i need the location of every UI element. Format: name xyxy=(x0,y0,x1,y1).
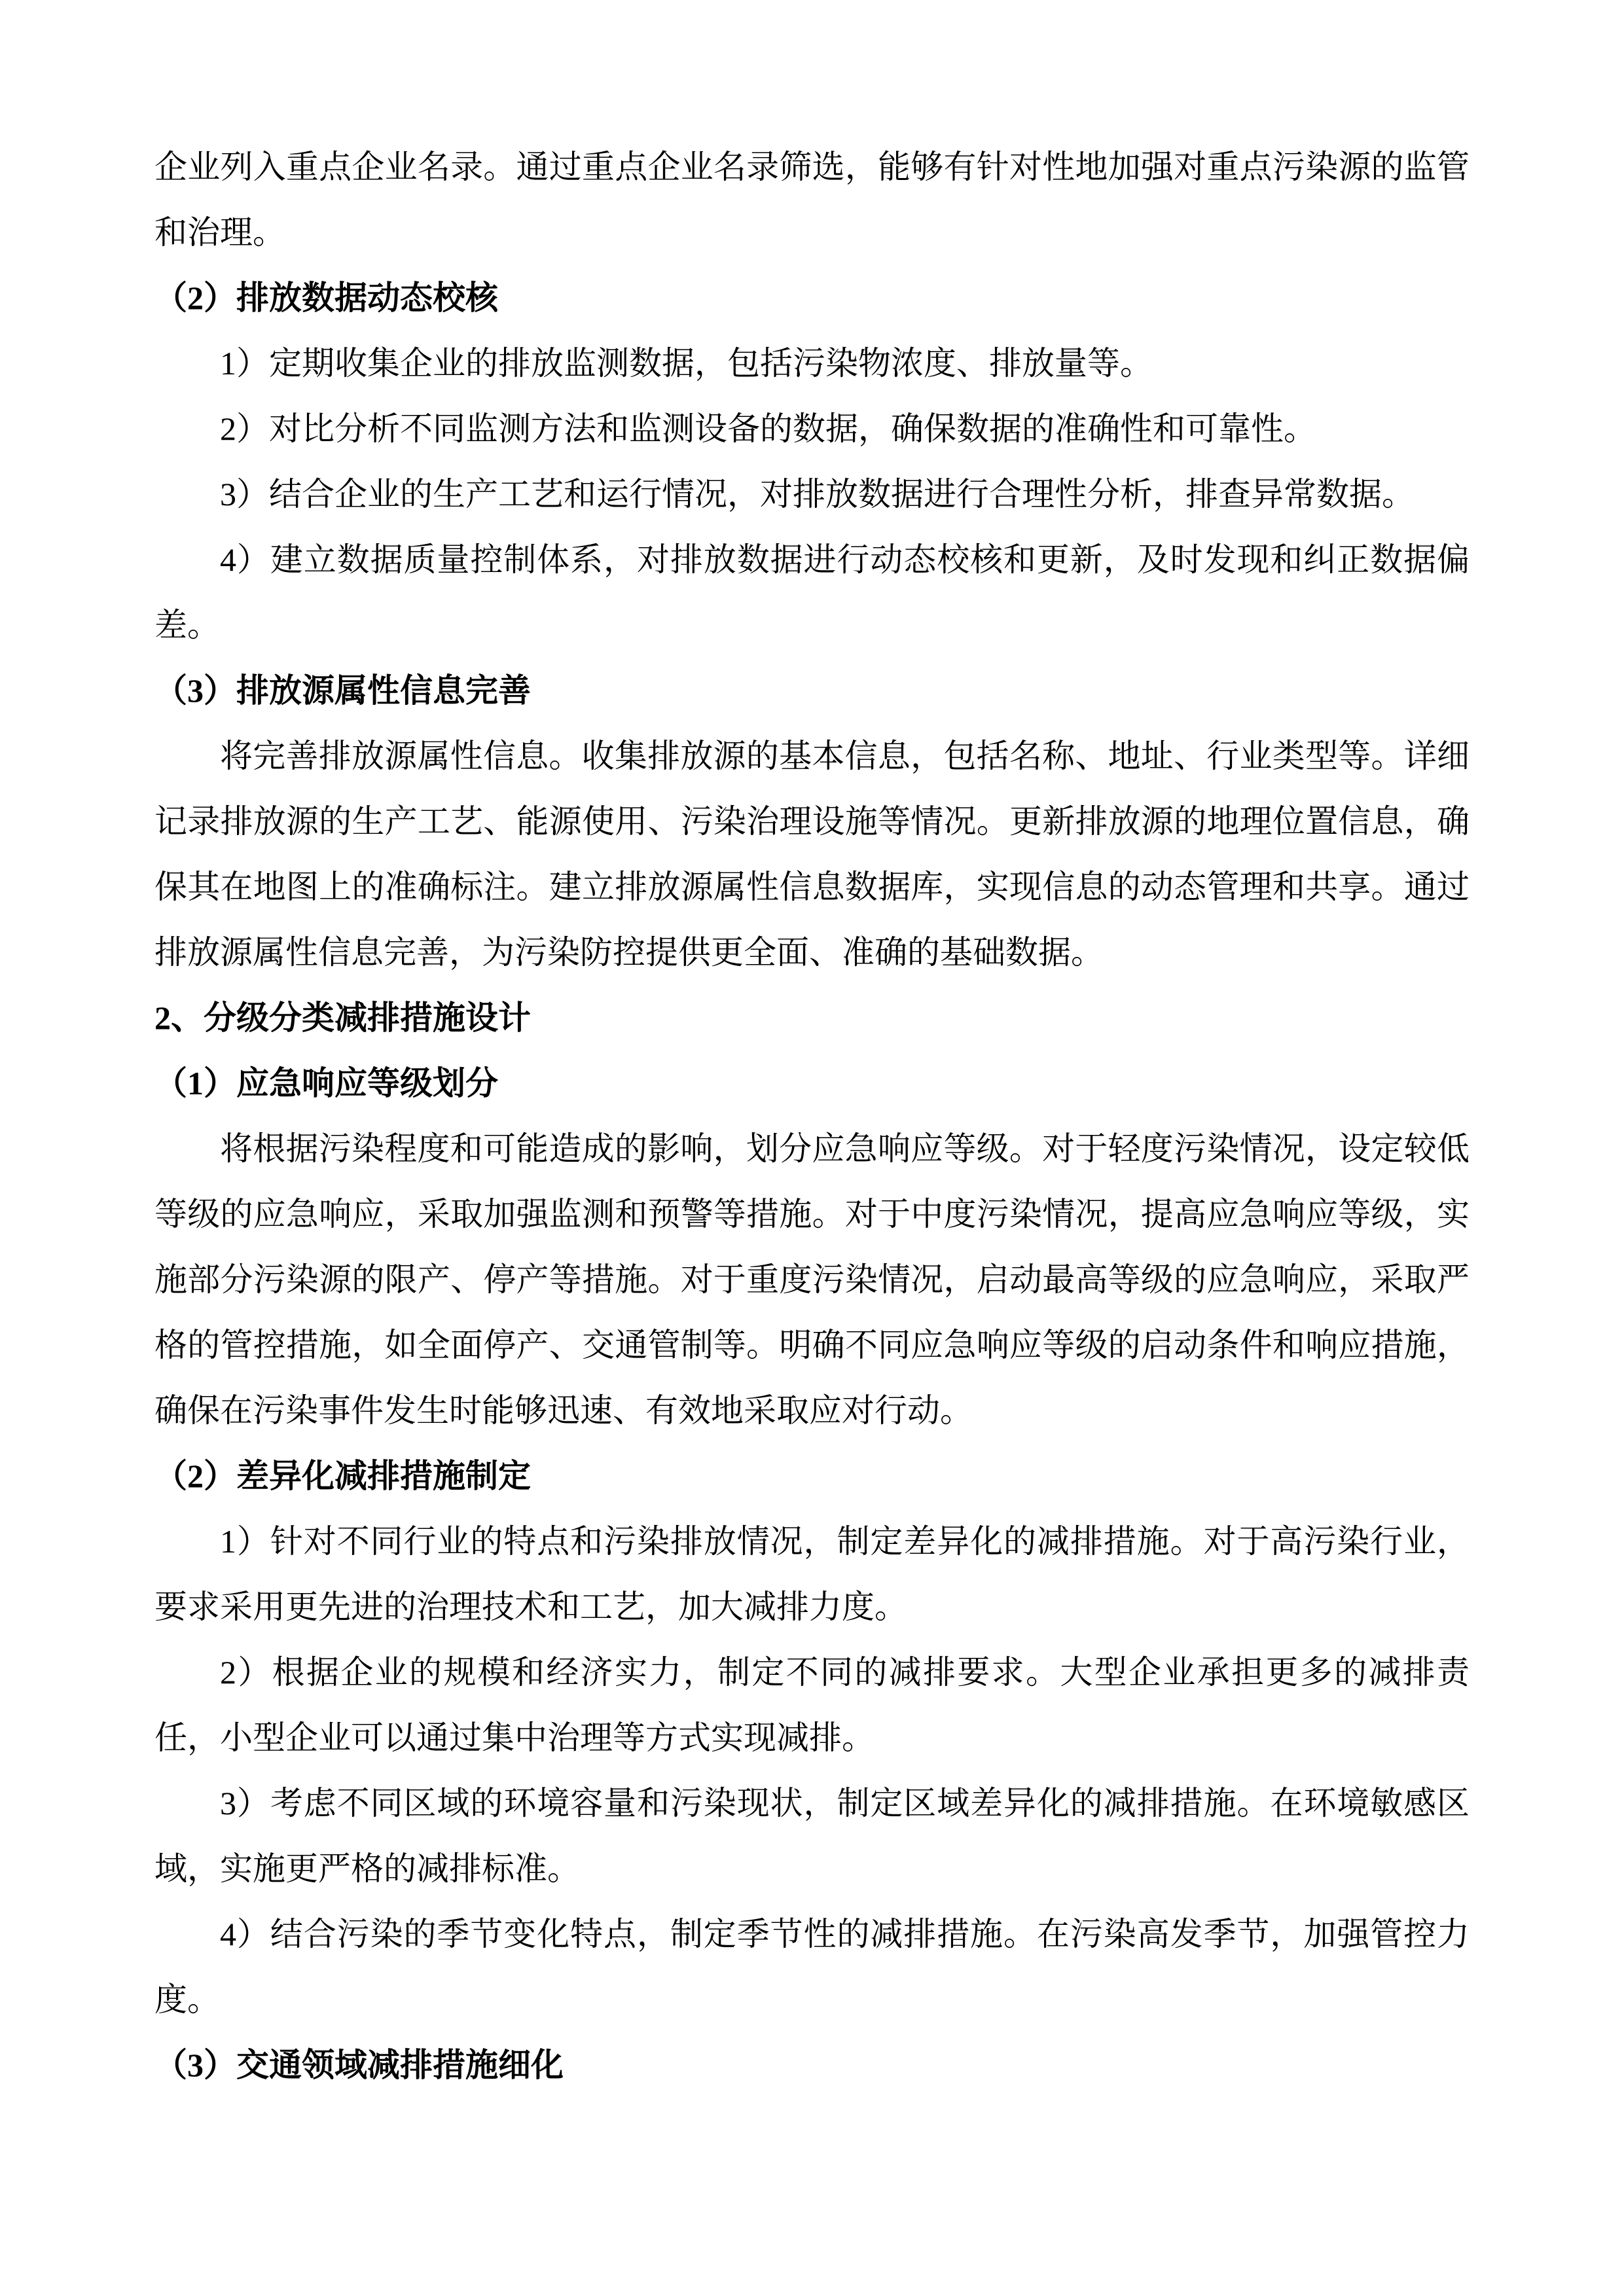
document-body xyxy=(154,134,1470,2098)
paragraph: 1）针对不同行业的特点和污染排放情况，制定差异化的减排措施。对于高污染行业，要求采用更先进的治理技术和工艺，加大减排力度。 xyxy=(154,1523,1470,1625)
paragraph: 4）结合污染的季节变化特点，制定季节性的减排措施。在污染高发季节，加强管控力度。 xyxy=(154,1916,1470,2018)
paragraph: 2）对比分析不同监测方法和监测设备的数据，确保数据的准确性和可靠性。 xyxy=(220,410,1316,447)
paragraph: 4）建立数据质量控制体系，对排放数据进行动态校核和更新，及时发现和纠正数据偏差。 xyxy=(154,541,1470,643)
paragraph: 3）结合企业的生产工艺和运行情况，对排放数据进行合理性分析，排查异常数据。 xyxy=(220,476,1415,512)
heading: （2）差异化减排措施制定 xyxy=(154,1458,531,1494)
heading: 2、分级分类减排措施设计 xyxy=(154,999,531,1036)
heading: （3）排放源属性信息完善 xyxy=(154,672,531,709)
paragraph: 企业列入重点企业名录。通过重点企业名录筛选，能够有针对性地加强对重点污染源的监管和治理。 xyxy=(154,149,1470,251)
heading: （2）排放数据动态校核 xyxy=(154,279,498,316)
heading: （1）应急响应等级划分 xyxy=(154,1065,498,1102)
paragraph: 3）考虑不同区域的环境容量和污染现状，制定区域差异化的减排措施。在环境敏感区域，实施更严格的减排标准。 xyxy=(154,1785,1470,1887)
heading: （3）交通领域减排措施细化 xyxy=(154,2047,564,2083)
paragraph: 2）根据企业的规模和经济实力，制定不同的减排要求。大型企业承担更多的减排责任，小型企业可以通过集中治理等方式实现减排。 xyxy=(154,1654,1470,1756)
paragraph: 将根据污染程度和可能造成的影响，划分应急响应等级。对于轻度污染情况，设定较低等级的应急响应，采取加强监测和预警等措施。对于中度污染情况，提高应急响应等级，实施部分污染源的限产、停产等措施。对于重度污染情况，启动最高等级的应急响应，采取严格的管控措施，如全面停产、交通管制等。明确不同应急响应等级的启动条件和响应措施，确保在污染事件发生时能够迅速、有效地采取应对行动。 xyxy=(154,1130,1470,1429)
paragraph: 1）定期收集企业的排放监测数据，包括污染物浓度、排放量等。 xyxy=(220,345,1153,382)
paragraph: 将完善排放源属性信息。收集排放源的基本信息，包括名称、地址、行业类型等。详细记录排放源的生产工艺、能源使用、污染治理设施等情况。更新排放源的地理位置信息，确保其在地图上的准确标注。建立排放源属性信息数据库，实现信息的动态管理和共享。通过排放源属性信息完善，为污染防控提供更全面、准确的基础数据。 xyxy=(154,738,1470,971)
